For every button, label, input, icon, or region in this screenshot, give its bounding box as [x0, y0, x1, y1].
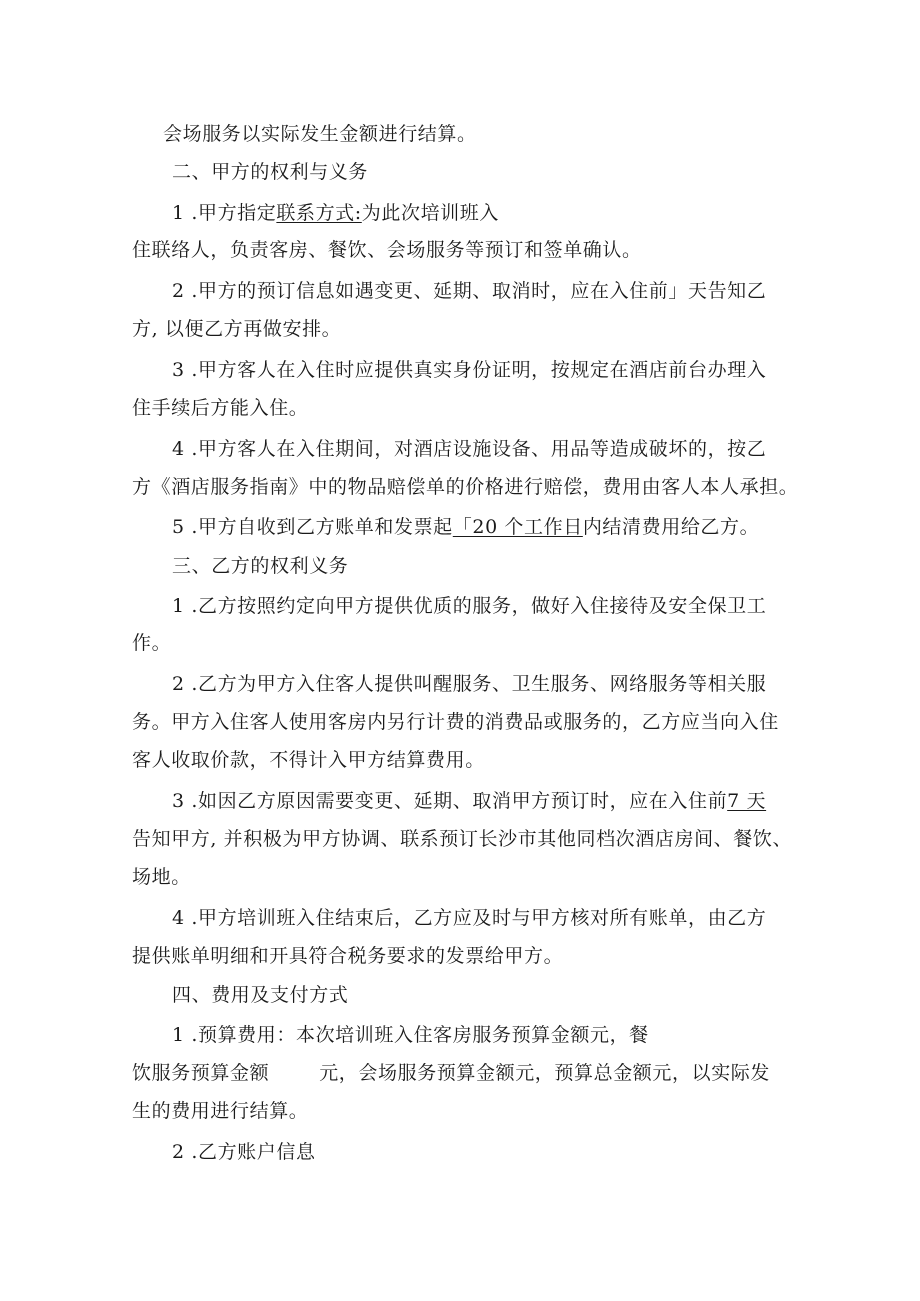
- clause-3-4-line: 4 .甲方培训班入住结束后，乙方应及时与甲方核对所有账单，由乙方: [172, 907, 767, 929]
- clause-text: 内结清费用给乙方。: [582, 516, 760, 538]
- clause-text: 元，会场服务预算金额元，预算总金额元，以实际发: [319, 1062, 771, 1084]
- clause-2-4-cont: 方《酒店服务指南》中的物品赔偿单的价格进行赔偿，费用由客人本人承担。: [132, 476, 799, 498]
- clause-4-1-cont: 生的费用进行结算。: [132, 1100, 309, 1122]
- clause-text: 饮服务预算金额: [132, 1062, 270, 1084]
- clause-4-1-cont: [132, 1061, 770, 1085]
- clause-3-4-cont: 提供账单明细和开具符合税务要求的发票给甲方。: [132, 945, 564, 967]
- clause-3-1-line: 1 .乙方按照约定向甲方提供优质的服务，做好入住接待及安全保卫工: [172, 595, 767, 617]
- clause-3-2-cont: 客人收取价款，不得计入甲方结算费用。: [132, 749, 485, 771]
- clause-2-3-line: 3 .甲方客人在入住时应提供真实身份证明，按规定在酒店前台办理入: [172, 359, 767, 381]
- clause-2-2-line: 2 .甲方的预订信息如遇变更、延期、取消时，应在入住前」天告知乙: [172, 280, 767, 302]
- clause-2-3-cont: 住手续后方能入住。: [132, 397, 309, 419]
- clause-4-2-line: 2 .乙方账户信息: [172, 1141, 316, 1163]
- clause-text: 5 .甲方自收到乙方账单和发票起: [172, 516, 453, 538]
- clause-2-2-cont: 方, 以便乙方再做安排。: [132, 318, 342, 340]
- clause-3-1-cont: 作。: [132, 632, 172, 654]
- underlined-field: 联系方式:: [276, 202, 362, 224]
- section-heading-3: 三、乙方的权利义务: [172, 555, 349, 577]
- underlined-field: 「20 个工作日: [452, 516, 583, 538]
- clause-text: 1 .甲方指定: [172, 202, 277, 224]
- section-heading-4: 四、费用及支付方式: [172, 984, 349, 1006]
- clause-3-3-line: [172, 789, 766, 813]
- clause-3-3-cont: 场地。: [132, 866, 191, 888]
- underlined-field: 7 天: [727, 790, 767, 812]
- clause-2-5-line: [172, 515, 759, 539]
- clause-4-1-line: 1 .预算费用：本次培训班入住客房服务预算金额元，餐: [172, 1024, 649, 1046]
- clause-2-1-cont: 住联络人，负责客房、餐饮、会场服务等预订和签单确认。: [132, 239, 642, 261]
- clause-2-1-line: [172, 201, 499, 225]
- section-heading-2: 二、甲方的权利与义务: [172, 161, 369, 183]
- paragraph-line: 会场服务以实际发生金额进行结算。: [163, 123, 477, 145]
- clause-text: 为此次培训班入: [361, 202, 499, 224]
- clause-2-4-line: 4 .甲方客人在入住期间，对酒店设施设备、用品等造成破坏的，按乙: [172, 438, 767, 460]
- clause-3-2-line: 2 .乙方为甲方入住客人提供叫醒服务、卫生服务、网络服务等相关服: [172, 673, 767, 695]
- clause-text: 3 .如因乙方原因需要变更、延期、取消甲方预订时，应在入住前: [172, 790, 728, 812]
- clause-3-3-cont: 告知甲方, 并积极为甲方协调、联系预订长沙市其他同档次酒店房间、餐饮、: [132, 828, 793, 850]
- clause-3-2-cont: 务。甲方入住客人使用客房内另行计费的消费品或服务的，乙方应当向入住: [132, 711, 779, 733]
